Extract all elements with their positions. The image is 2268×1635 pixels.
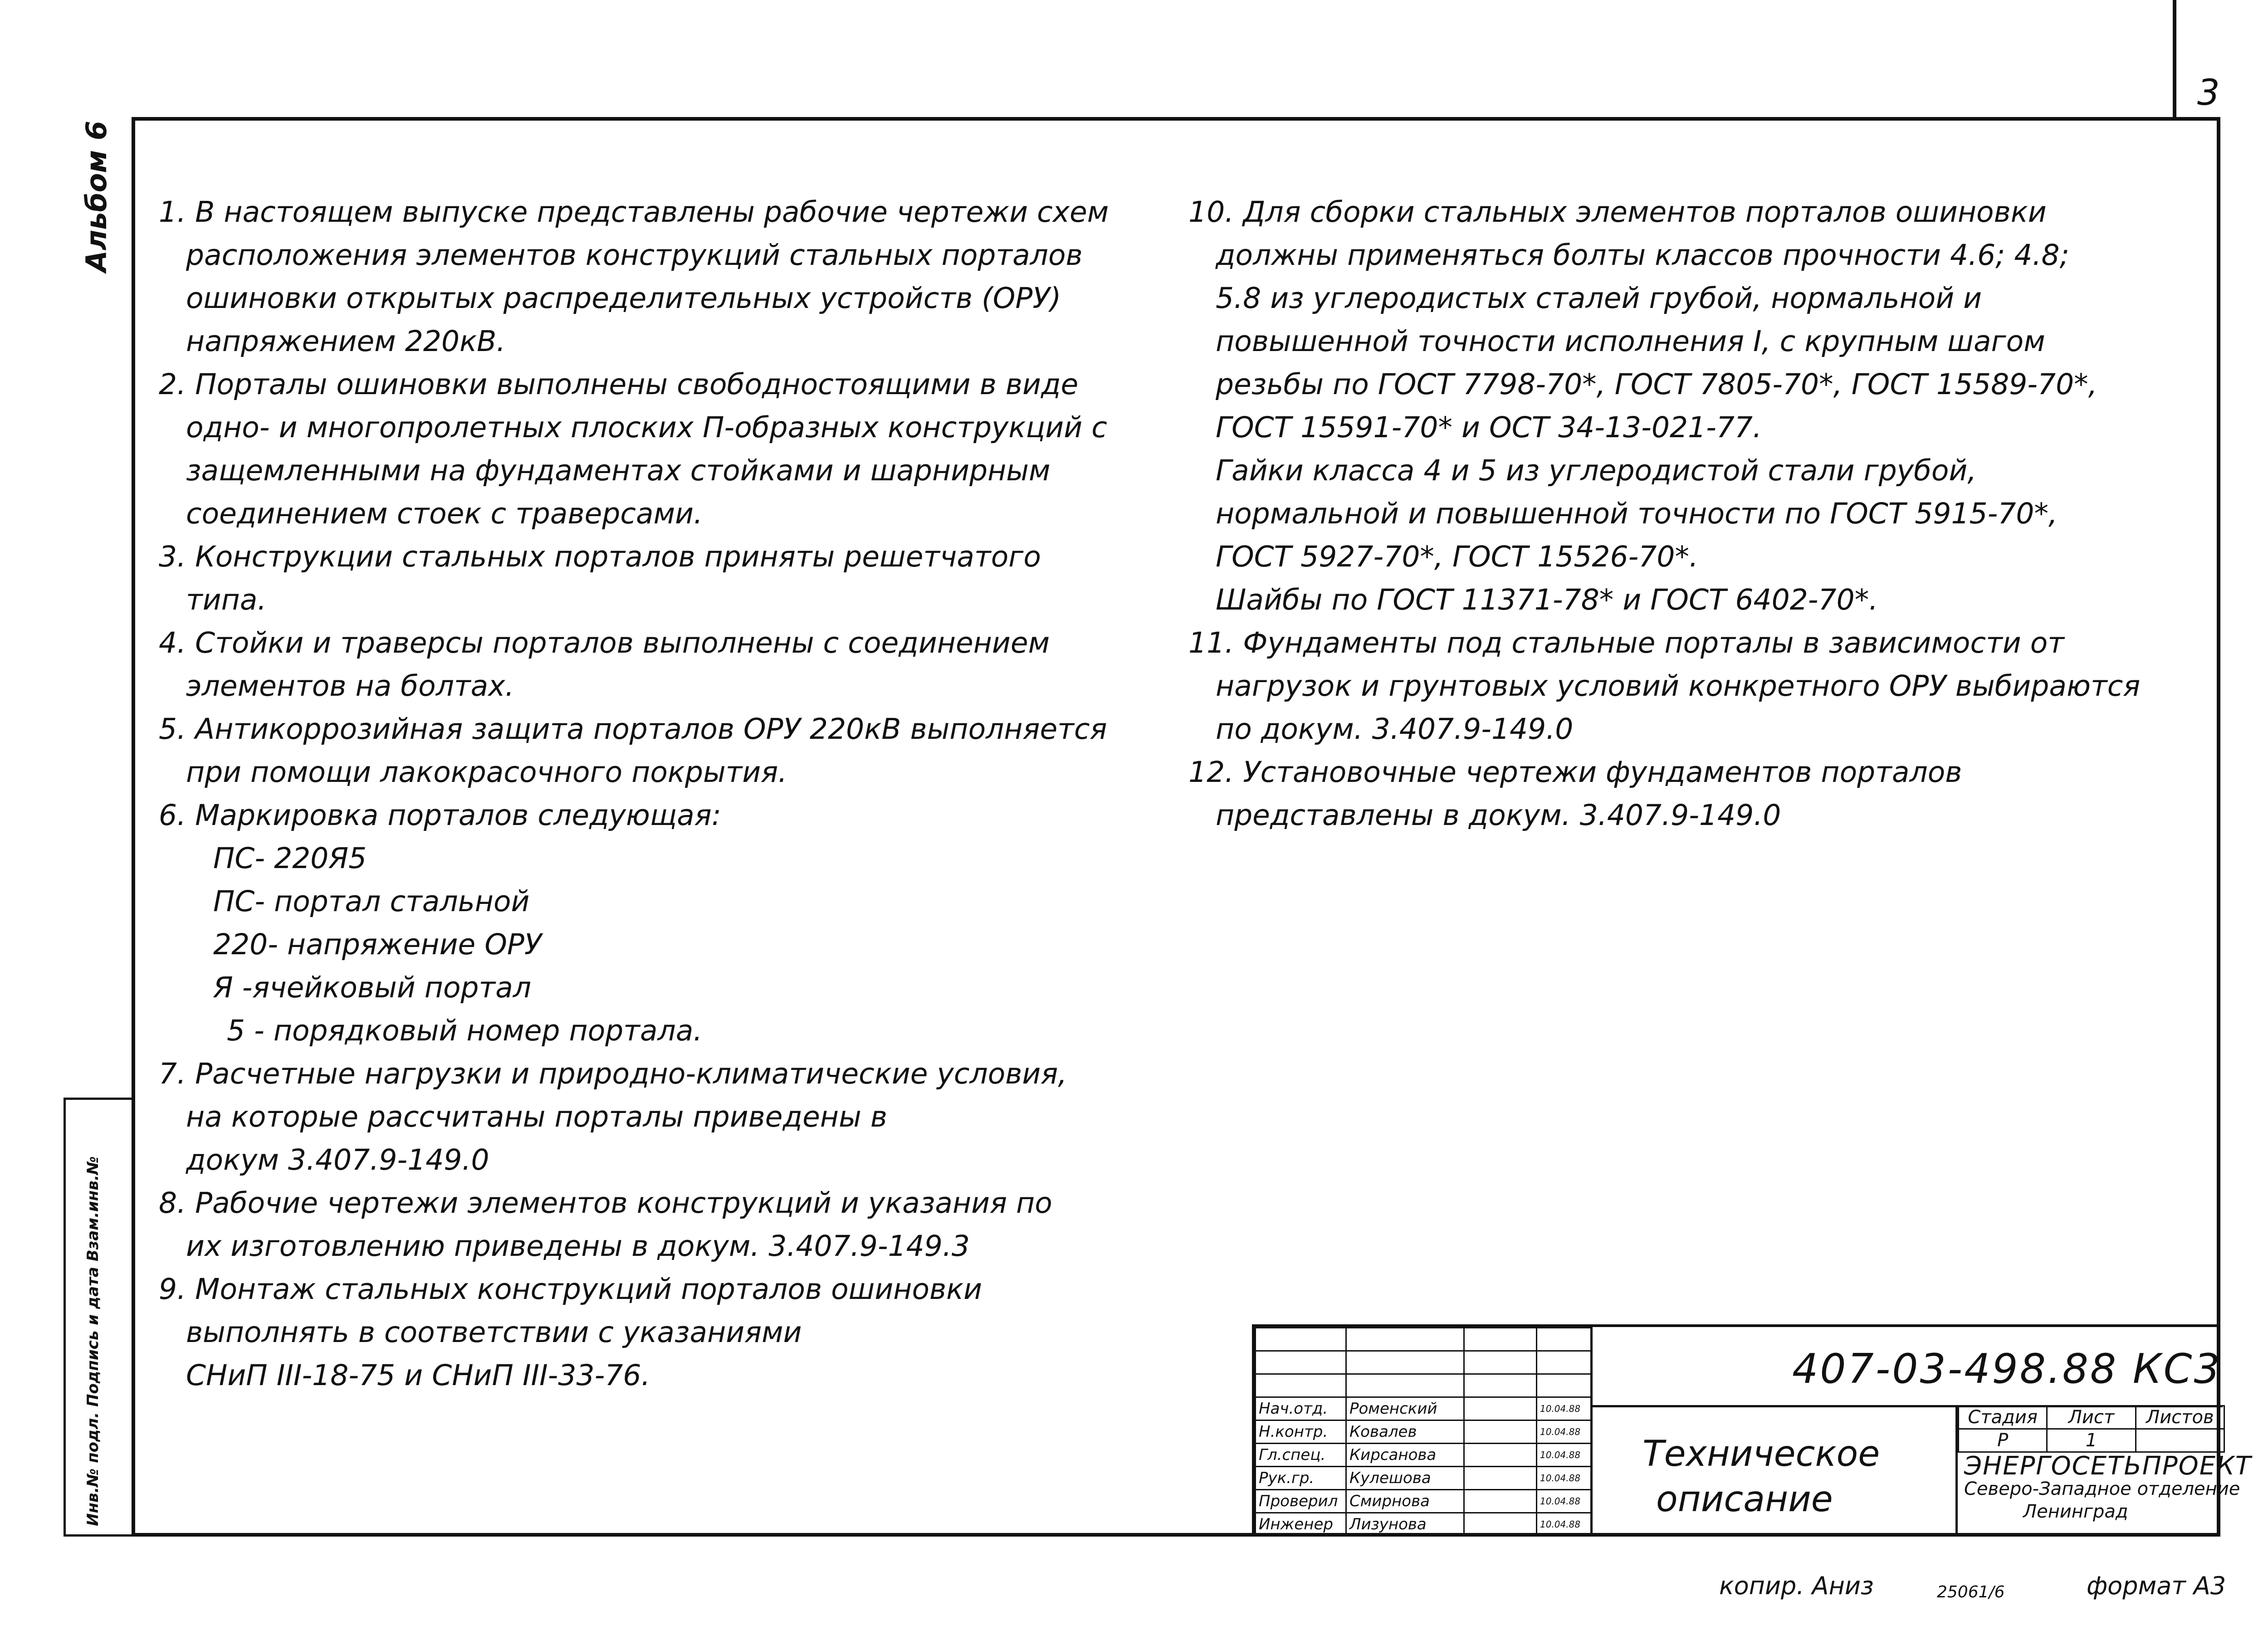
signature-role: Инженер bbox=[1256, 1513, 1346, 1536]
note-line: резьбы по ГОСТ 7798-70*, ГОСТ 7805-70*, ГОСТ 15589-70*, bbox=[1216, 368, 2097, 401]
note-line: 4. Стойки и траверсы порталов выполнены с соединением bbox=[159, 626, 1050, 659]
note-line: 8. Рабочие чертежи элементов конструкций и указания по bbox=[159, 1186, 1052, 1220]
document-title bbox=[1642, 1431, 1880, 1522]
note-line: ПС- 220Я5 bbox=[213, 842, 367, 875]
note-line: 10. Для сборки стальных элементов порталов ошиновки bbox=[1188, 195, 2047, 229]
sheets-header: Листов bbox=[2136, 1406, 2224, 1429]
signature-role: Проверил bbox=[1256, 1490, 1346, 1513]
note-line: защемленными на фундаментах стойками и шарнирным bbox=[186, 454, 1051, 487]
note-line: напряжением 220кВ. bbox=[186, 325, 506, 358]
signature-row bbox=[1256, 1420, 1591, 1444]
note-line: СНиП III-18-75 и СНиП III-33-76. bbox=[186, 1359, 650, 1392]
note-line: 6. Маркировка порталов следующая: bbox=[159, 799, 722, 832]
note-line: ГОСТ 15591-70* и ОСТ 34-13-021-77. bbox=[1216, 411, 1762, 444]
note-line: 220- напряжение ОРУ bbox=[213, 928, 542, 961]
title-line-1: Техническое bbox=[1642, 1434, 1880, 1474]
stage-header: Стадия bbox=[1959, 1406, 2047, 1429]
notes-right-column bbox=[1188, 190, 2214, 837]
note-line: ПС- портал стальной bbox=[213, 885, 530, 918]
notes-left-column bbox=[159, 190, 1184, 1397]
signature-name: Кирсанова bbox=[1346, 1444, 1464, 1467]
note-line: 9. Монтаж стальных конструкций порталов ошиновки bbox=[159, 1273, 982, 1306]
note-line: их изготовлению приведены в докум. 3.407.9-149.3 bbox=[186, 1230, 970, 1263]
note-line: Гайки класса 4 и 5 из углеродистой стали грубой, bbox=[1216, 454, 1977, 487]
signature-row bbox=[1256, 1397, 1591, 1420]
signature-role: Гл.спец. bbox=[1256, 1444, 1346, 1467]
signature-name: Ковалев bbox=[1346, 1420, 1464, 1444]
note-line: нормальной и повышенной точности по ГОСТ 5915-70*, bbox=[1216, 497, 2058, 530]
stamp-column bbox=[64, 1098, 132, 1537]
stamp-column-label: Инв.№ подл. Подпись и дата Взам.инв.№ bbox=[84, 1156, 102, 1526]
note-line: докум 3.407.9-149.0 bbox=[186, 1143, 489, 1176]
sheet-number-box bbox=[2173, 0, 2268, 117]
sheet-number: 3 bbox=[2197, 73, 2220, 113]
signature-mark bbox=[1464, 1513, 1537, 1536]
album-label: Альбом 6 bbox=[80, 121, 113, 272]
note-line: типа. bbox=[186, 583, 267, 616]
note-line: 11. Фундаменты под стальные порталы в зависимости от bbox=[1188, 626, 2065, 659]
note-line: ошиновки открытых распределительных устройств (ОРУ) bbox=[186, 282, 1061, 315]
signature-role: Рук.гр. bbox=[1256, 1467, 1346, 1490]
note-line: Я -ячейковый портал bbox=[213, 971, 532, 1004]
org-name: ЭНЕРГОСЕТЬПРОЕКТ bbox=[1964, 1451, 2252, 1481]
signature-name: Лизунова bbox=[1346, 1513, 1464, 1536]
note-line: 2. Порталы ошиновки выполнены свободностоящими в виде bbox=[159, 368, 1079, 401]
signature-row bbox=[1256, 1490, 1591, 1513]
note-line: должны применяться болты классов прочности 4.6; 4.8; bbox=[1216, 239, 2069, 272]
blank-row bbox=[1256, 1328, 1591, 1351]
signature-name: Роменский bbox=[1346, 1397, 1464, 1420]
sheet-value: 1 bbox=[2047, 1429, 2136, 1452]
note-line: одно- и многопролетных плоских П-образных конструкций с bbox=[186, 411, 1107, 444]
signature-row bbox=[1256, 1513, 1591, 1536]
document-code: 407-03-498.88 КС3 bbox=[1792, 1345, 2222, 1393]
sheet-header: Лист bbox=[2047, 1406, 2136, 1429]
title-block bbox=[1252, 1324, 2252, 1537]
signature-mark bbox=[1464, 1490, 1537, 1513]
signature-row bbox=[1256, 1444, 1591, 1467]
signature-date: 10.04.88 bbox=[1537, 1490, 1591, 1513]
note-line: повышенной точности исполнения I, с крупным шагом bbox=[1216, 325, 2045, 358]
note-line: 7. Расчетные нагрузки и природно-климатические условия, bbox=[159, 1057, 1067, 1090]
org-branch: Северо-Западное отделение bbox=[1964, 1479, 2240, 1499]
signature-grid bbox=[1255, 1327, 1590, 1537]
org-city: Ленинград bbox=[2023, 1501, 2128, 1522]
signature-mark bbox=[1464, 1444, 1537, 1467]
note-line: 5.8 из углеродистых сталей грубой, нормальной и bbox=[1216, 282, 1982, 315]
note-line: элементов на болтах. bbox=[186, 669, 514, 703]
note-line: по докум. 3.407.9-149.0 bbox=[1216, 713, 1574, 746]
organization bbox=[1964, 1451, 2252, 1523]
signature-date: 10.04.88 bbox=[1537, 1397, 1591, 1420]
blank-row bbox=[1256, 1351, 1591, 1374]
signature-name: Смирнова bbox=[1346, 1490, 1464, 1513]
signature-name: Кулешова bbox=[1346, 1467, 1464, 1490]
title-block-right bbox=[1590, 1327, 2252, 1537]
note-line: 12. Установочные чертежи фундаментов порталов bbox=[1188, 756, 1962, 789]
stage-box bbox=[1955, 1405, 2252, 1537]
format-label: формат А3 bbox=[2087, 1572, 2226, 1600]
signature-role: Нач.отд. bbox=[1256, 1397, 1346, 1420]
signature-row bbox=[1256, 1467, 1591, 1490]
signature-role: Н.контр. bbox=[1256, 1420, 1346, 1444]
note-line: ГОСТ 5927-70*, ГОСТ 15526-70*. bbox=[1216, 540, 1698, 573]
sheets-value bbox=[2136, 1429, 2224, 1452]
note-line: расположения элементов конструкций стальных порталов bbox=[186, 239, 1083, 272]
signature-mark bbox=[1464, 1397, 1537, 1420]
note-line: выполнять в соответствии с указаниями bbox=[186, 1316, 802, 1349]
note-line: соединением стоек с траверсами. bbox=[186, 497, 703, 530]
note-line: представлены в докум. 3.407.9-149.0 bbox=[1216, 799, 1781, 832]
note-line: 5 - порядковый номер портала. bbox=[227, 1014, 703, 1047]
note-line: 3. Конструкции стальных порталов приняты решетчатого bbox=[159, 540, 1041, 573]
signature-date: 10.04.88 bbox=[1537, 1513, 1591, 1536]
stage-value: Р bbox=[1959, 1429, 2047, 1452]
blank-row bbox=[1256, 1374, 1591, 1397]
note-line: 5. Антикоррозийная защита порталов ОРУ 220кВ выполняется bbox=[159, 713, 1107, 746]
order-number: 25061/6 bbox=[1937, 1583, 2005, 1601]
signature-date: 10.04.88 bbox=[1537, 1444, 1591, 1467]
note-line: на которые рассчитаны порталы приведены в bbox=[186, 1100, 887, 1133]
signature-date: 10.04.88 bbox=[1537, 1467, 1591, 1490]
note-line: Шайбы по ГОСТ 11371-78* и ГОСТ 6402-70*. bbox=[1216, 583, 1878, 616]
signature-date: 10.04.88 bbox=[1537, 1420, 1591, 1444]
note-line: 1. В настоящем выпуске представлены рабочие чертежи схем bbox=[159, 195, 1109, 229]
note-line: нагрузок и грунтовых условий конкретного ОРУ выбираются bbox=[1216, 669, 2141, 703]
note-line: при помощи лакокрасочного покрытия. bbox=[186, 756, 787, 789]
title-line-2: описание bbox=[1656, 1479, 1833, 1520]
signature-mark bbox=[1464, 1420, 1537, 1444]
copied-note: копир. Аниз bbox=[1719, 1572, 1874, 1600]
signature-mark bbox=[1464, 1467, 1537, 1490]
